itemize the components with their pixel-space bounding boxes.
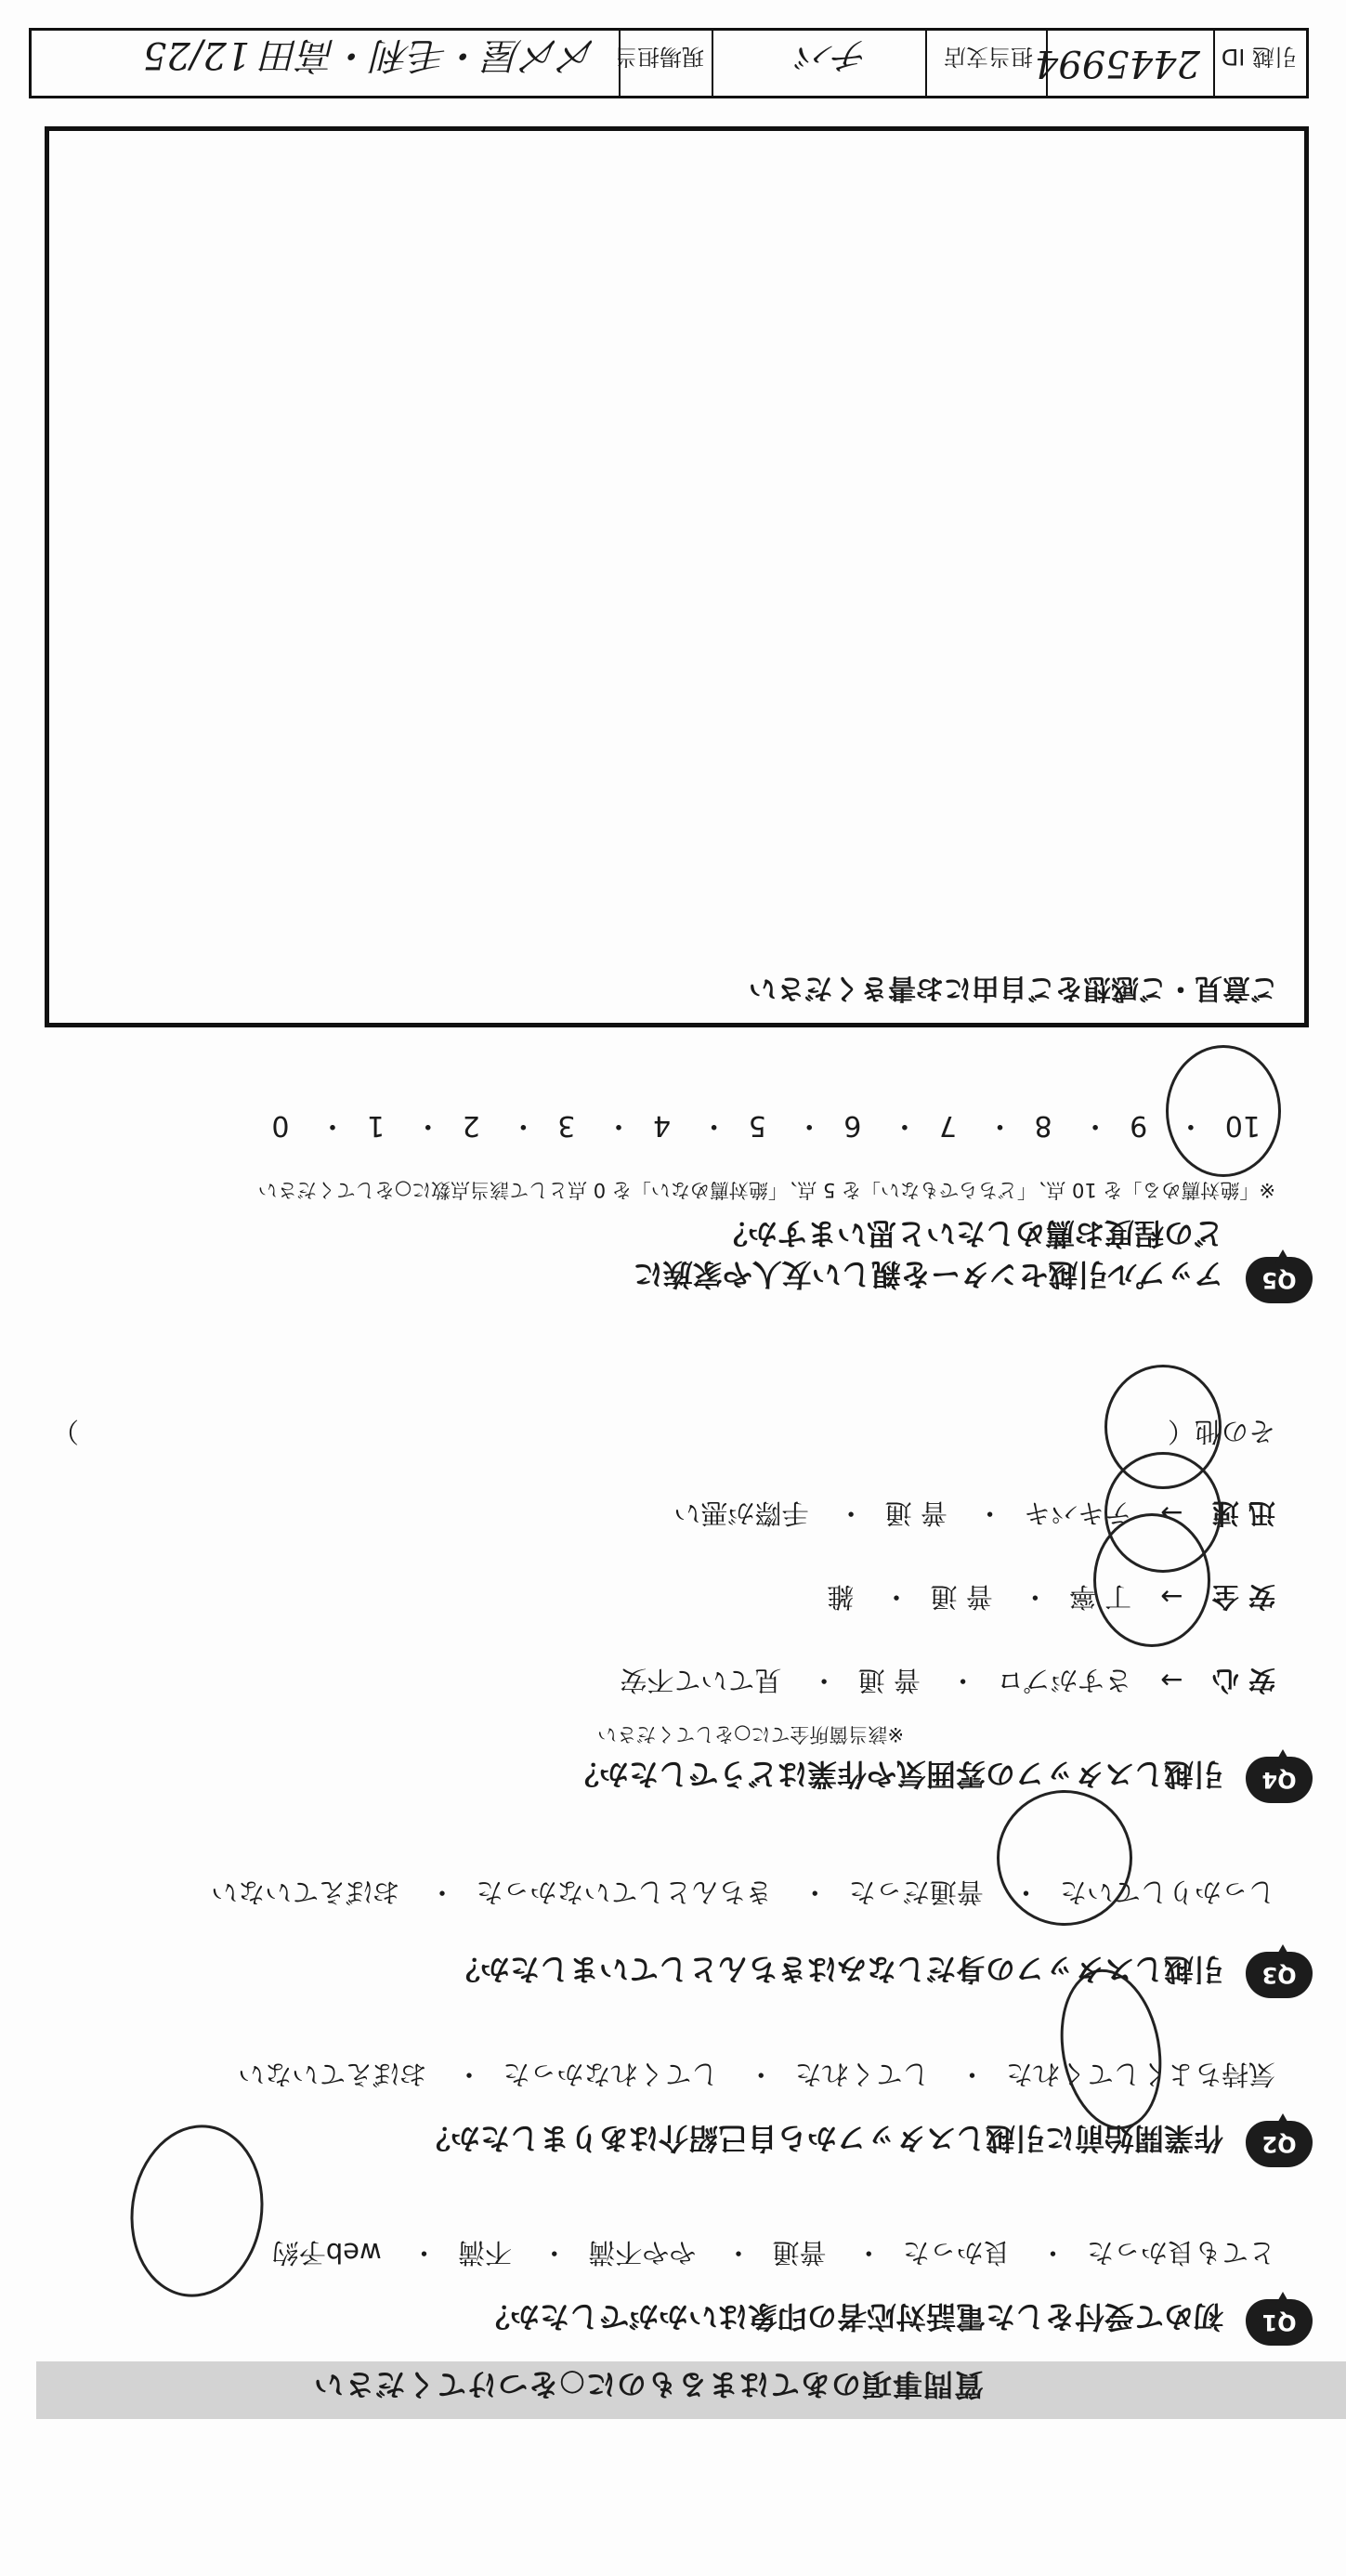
q4-other-label: その他（ (1167, 1416, 1275, 1447)
q5-score[interactable]: 6 (843, 1109, 862, 1142)
q1-option[interactable]: web予約 (271, 2237, 382, 2269)
leader-value-cell (32, 31, 619, 96)
q4-row-label: 安 全 (1211, 1581, 1275, 1613)
question-5 (31, 1071, 1313, 1303)
q2-badge: Q2 (1246, 2121, 1313, 2167)
instruction-banner (36, 2361, 1346, 2419)
q2-option[interactable]: 気持ちよくしてくれた (1005, 2059, 1275, 2090)
q5-score[interactable]: 1 (367, 1109, 386, 1142)
q4-option[interactable]: 手際が悪い (673, 1497, 809, 1529)
q5-score[interactable]: 0 (271, 1109, 290, 1142)
q4-option[interactable]: 普 通 (884, 1497, 947, 1529)
instruction-text: 質問事項のあてはまるものに○をつけてください (313, 2367, 984, 2402)
q1-text: 初めて受付をした電話対応者の印象はいかがでしたか？ (479, 2299, 1223, 2334)
q1-option[interactable]: 不満 (457, 2237, 512, 2269)
q5-score[interactable]: 5 (748, 1109, 766, 1142)
q5-score[interactable]: 2 (462, 1109, 480, 1142)
q4-row-anshin: 安 心 → さすがプロ・ 普 通・ 見ていて不安 (620, 1665, 1275, 1696)
arrow-icon: → (1160, 1581, 1183, 1613)
q5-score[interactable]: 3 (557, 1109, 576, 1142)
id-label-cell (1213, 31, 1306, 96)
q1-option[interactable]: やや不満 (588, 2237, 697, 2269)
q5-badge: Q5 (1246, 1257, 1313, 1303)
branch-label: 担当支店 (944, 44, 1033, 70)
q3-option[interactable]: きちんとしていなかった (476, 1876, 773, 1908)
id-value: 2445994 (1034, 42, 1200, 85)
q5-text-line1: アップル引越センターを親しい友人や家族に (633, 1257, 1223, 1292)
id-value-cell (1034, 31, 1213, 96)
q2-option[interactable]: してくれた (794, 2059, 930, 2090)
q5-note: ※「絶対薦める」を 10 点、「どちらでもない」を 5 点、「絶対薦めない」を 0 点として該当点数に○をしてください (257, 1179, 1275, 1201)
branch-value: チバ (797, 33, 869, 76)
q4-row-label: 安 心 (1211, 1665, 1275, 1696)
leader-label-cell (615, 31, 712, 96)
q4-badge: Q4 (1246, 1757, 1313, 1803)
q4-option[interactable]: 雑 (827, 1581, 855, 1613)
q3-option[interactable]: おぼえていない (211, 1876, 400, 1908)
leader-label: 現場担当 (615, 44, 704, 70)
q2-option[interactable]: してくれなかった (503, 2059, 719, 2090)
q4-option[interactable]: 普 通 (930, 1581, 993, 1613)
q3-option[interactable]: 普通だった (848, 1876, 984, 1908)
q1-option[interactable]: 良かった (902, 2237, 1011, 2269)
q1-options: とても良かった・ 良かった・ 普通・ やや不満・ 不満・ web予約 (271, 2237, 1275, 2269)
q3-text: 引越しスタッフの身だしなみはきちんとしていましたか？ (450, 1952, 1223, 1987)
q4-note: ※該当箇所全てに○をしてください (597, 1723, 904, 1746)
q5-score[interactable]: 9 (1130, 1109, 1148, 1142)
q3-option[interactable]: しっかりしていた (1059, 1876, 1275, 1908)
q1-badge: Q1 (1246, 2299, 1313, 2346)
q4-row-label: 迅 速 (1211, 1497, 1275, 1529)
q4-option[interactable]: 丁 寧 (1068, 1581, 1132, 1613)
q4-text: 引越しスタッフの雰囲気や作業はどうでしたか？ (568, 1757, 1223, 1792)
q5-scale: 10・ 9・ 8・ 7・ 6・ 5・ 4・ 3・ 2・ 1・ 0 (271, 1109, 1261, 1142)
arrow-icon: → (1160, 1665, 1183, 1696)
q2-option[interactable]: おぼえていない (238, 2059, 427, 2090)
q3-selection-circle (997, 1790, 1132, 1926)
q4-other-close-paren: ） (51, 1416, 79, 1447)
q5-selection-circle (1166, 1045, 1281, 1177)
q1-option[interactable]: 普通 (772, 2237, 827, 2269)
q4-jinsoku-circle (1104, 1365, 1222, 1489)
q5-score[interactable]: 8 (1034, 1109, 1052, 1142)
branch-label-cell (925, 31, 1046, 96)
q4-option[interactable]: 見ていて不安 (620, 1665, 782, 1696)
q4-row-jinsoku: 迅 速 → テキパキ・ 普 通・ 手際が悪い (673, 1497, 1275, 1529)
q3-options: しっかりしていた・ 普通だった・ きちんとしていなかった・ おぼえていない (211, 1876, 1275, 1908)
q5-score[interactable]: 10 (1224, 1109, 1261, 1142)
q2-text: 作業開始前に引越しスタッフから自己紹介はありましたか？ (420, 2121, 1223, 2156)
q4-option[interactable]: 普 通 (857, 1665, 921, 1696)
q1-option[interactable]: とても良かった (1086, 2237, 1275, 2269)
q3-badge: Q3 (1246, 1952, 1313, 1998)
q5-score[interactable]: 4 (652, 1109, 672, 1142)
q2-options: 気持ちよくしてくれた・ してくれた・ してくれなかった・ おぼえていない (238, 2059, 1275, 2090)
q4-row-anzen: 安 全 → 丁 寧・ 普 通・ 雑 (827, 1581, 1275, 1613)
comment-box[interactable] (45, 126, 1309, 1027)
q4-option[interactable]: さすがプロ (997, 1665, 1132, 1696)
comment-label: ご意見・ご感想をご自由にお書きください (749, 972, 1278, 1004)
q4-option[interactable]: テキパキ (1024, 1497, 1132, 1529)
id-table (29, 28, 1309, 98)
arrow-icon: → (1160, 1497, 1183, 1529)
leader-value: 〆〆屋・毛利・高田 12/25 (143, 33, 596, 76)
q4-other-close (52, 1414, 79, 1452)
q5-score[interactable]: 7 (938, 1109, 957, 1142)
q5-text-line2: どの程度お薦めしたいと思いますか？ (717, 1216, 1223, 1251)
branch-value-cell (712, 31, 925, 96)
id-label: 引越 ID (1221, 44, 1297, 70)
